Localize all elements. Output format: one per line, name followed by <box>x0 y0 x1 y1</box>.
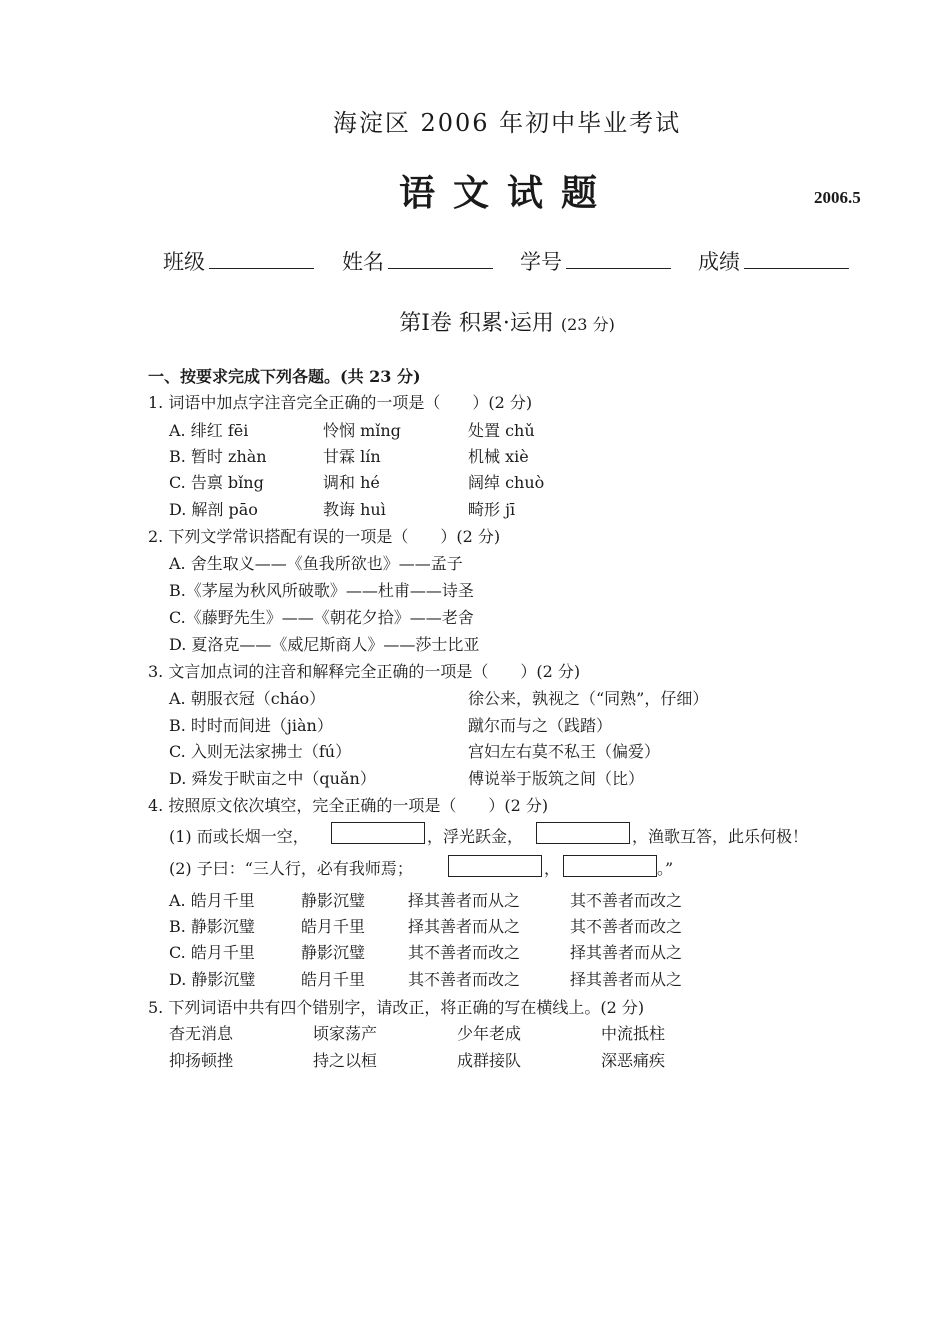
name-field[interactable] <box>342 246 493 276</box>
q4-blank-3[interactable] <box>448 855 542 877</box>
q4-line2-c: 。” <box>657 859 674 878</box>
section-title-text: 第Ⅰ卷 积累·运用 <box>399 311 554 336</box>
q1-stem: 1. 词语中加点字注音完全正确的一项是（ ）(2 分) <box>148 393 533 412</box>
q4-a-1: A. 皓月千里 <box>169 891 255 910</box>
q1-d-2: 教诲 huì <box>323 500 386 519</box>
q1-a-1: A. 绯红 fēi <box>169 421 249 440</box>
q3-a-2: 徐公来，孰视之（“同熟”，仔细） <box>468 689 709 708</box>
score-label: 成绩 <box>698 250 740 274</box>
q5-word-8: 深恶痛疾 <box>601 1051 666 1070</box>
score-blank[interactable] <box>744 248 849 269</box>
q4-d-3: 其不善者而改之 <box>408 970 521 989</box>
q5-word-3: 少年老成 <box>457 1024 522 1043</box>
q4-a-2: 静影沉璧 <box>301 891 366 910</box>
name-blank[interactable] <box>388 248 493 269</box>
q5-word-5: 抑扬顿挫 <box>169 1051 234 1070</box>
section-title <box>0 306 950 337</box>
q2-stem: 2. 下列文学常识搭配有误的一项是（ ）(2 分) <box>148 527 501 546</box>
q3-d-1: D. 舜发于畎亩之中（quǎn） <box>169 769 376 788</box>
q4-line2-a: (2) 子曰：“三人行，必有我师焉； <box>169 859 413 878</box>
score-field[interactable] <box>698 246 849 276</box>
q4-d-1: D. 静影沉璧 <box>169 970 256 989</box>
q3-stem: 3. 文言加点词的注音和解释完全正确的一项是（ ）(2 分) <box>148 662 581 681</box>
q5-word-1: 杳无消息 <box>169 1024 234 1043</box>
class-field[interactable] <box>163 246 314 276</box>
class-blank[interactable] <box>209 248 314 269</box>
q5-word-4: 中流抵柱 <box>601 1024 666 1043</box>
section-points: (23 分) <box>560 315 615 334</box>
q2-option-b: B.《茅屋为秋风所破歌》——杜甫——诗圣 <box>169 581 474 600</box>
q1-a-2: 怜悯 mǐng <box>323 421 401 440</box>
student-no-field[interactable] <box>520 246 671 276</box>
q1-b-3: 机械 xiè <box>468 447 529 466</box>
q4-line1-b: ，浮光跃金， <box>427 827 524 846</box>
q4-d-4: 择其善者而从之 <box>570 970 683 989</box>
q1-b-1: B. 暂时 zhàn <box>169 447 267 466</box>
q4-d-2: 皓月千里 <box>301 970 366 989</box>
exam-date: 2006.5 <box>814 188 861 207</box>
part1-heading: 一、按要求完成下列各题。(共 23 分) <box>148 367 421 386</box>
q4-b-4: 其不善者而改之 <box>570 917 683 936</box>
q1-d-3: 畸形 jī <box>468 500 516 519</box>
student-no-blank[interactable] <box>566 248 671 269</box>
q4-c-1: C. 皓月千里 <box>169 943 255 962</box>
q1-c-1: C. 告禀 bǐng <box>169 473 264 492</box>
q4-line1-c: ，渔歌互答，此乐何极！ <box>632 827 809 846</box>
q1-c-3: 阔绰 chuò <box>468 473 545 492</box>
q4-blank-4[interactable] <box>563 855 657 877</box>
q4-blank-1[interactable] <box>331 822 425 844</box>
q4-stem: 4. 按照原文依次填空，完全正确的一项是（ ）(2 分) <box>148 796 549 815</box>
name-label: 姓名 <box>342 250 384 274</box>
q3-d-2: 傅说举于版筑之间（比） <box>468 769 645 788</box>
q4-c-3: 其不善者而改之 <box>408 943 521 962</box>
q4-a-4: 其不善者而改之 <box>570 891 683 910</box>
q1-c-2: 调和 hé <box>323 473 380 492</box>
q5-word-6: 持之以桓 <box>313 1051 378 1070</box>
q4-b-3: 择其善者而从之 <box>408 917 521 936</box>
q5-word-7: 成群接队 <box>457 1051 522 1070</box>
q2-option-c: C.《藤野先生》——《朝花夕拾》——老舍 <box>169 608 474 627</box>
q4-line1-a: (1) 而或长烟一空， <box>169 827 309 846</box>
q4-line2-b: ， <box>544 859 561 878</box>
q3-b-2: 蹴尔而与之（践踏） <box>468 716 613 735</box>
q3-c-2: 宫妇左右莫不私王（偏爱） <box>468 742 661 761</box>
q5-stem: 5. 下列词语中共有四个错别字，请改正，将正确的写在横线上。(2 分) <box>148 998 645 1017</box>
q4-b-2: 皓月千里 <box>301 917 366 936</box>
q4-c-4: 择其善者而从之 <box>570 943 683 962</box>
q1-a-3: 处置 chǔ <box>468 421 535 440</box>
q3-b-1: B. 时时而间进（jiàn） <box>169 716 333 735</box>
q4-blank-2[interactable] <box>536 822 630 844</box>
q2-option-a: A. 舍生取义——《鱼我所欲也》——孟子 <box>169 554 463 573</box>
q3-c-1: C. 入则无法家拂士（fú） <box>169 742 352 761</box>
q4-c-2: 静影沉璧 <box>301 943 366 962</box>
exam-title: 海淀区 2006 年初中毕业考试 <box>332 109 682 137</box>
class-label: 班级 <box>163 250 205 274</box>
q5-word-2: 顷家荡产 <box>313 1024 378 1043</box>
q3-a-1: A. 朝服衣冠（cháo） <box>169 689 326 708</box>
student-no-label: 学号 <box>520 250 562 274</box>
q1-d-1: D. 解剖 pāo <box>169 500 258 519</box>
q2-option-d: D. 夏洛克——《威尼斯商人》——莎士比亚 <box>169 635 480 654</box>
q4-a-3: 择其善者而从之 <box>408 891 521 910</box>
main-title: 语文试题 <box>398 172 615 214</box>
q1-b-2: 甘霖 lín <box>323 447 381 466</box>
q4-b-1: B. 静影沉璧 <box>169 917 255 936</box>
